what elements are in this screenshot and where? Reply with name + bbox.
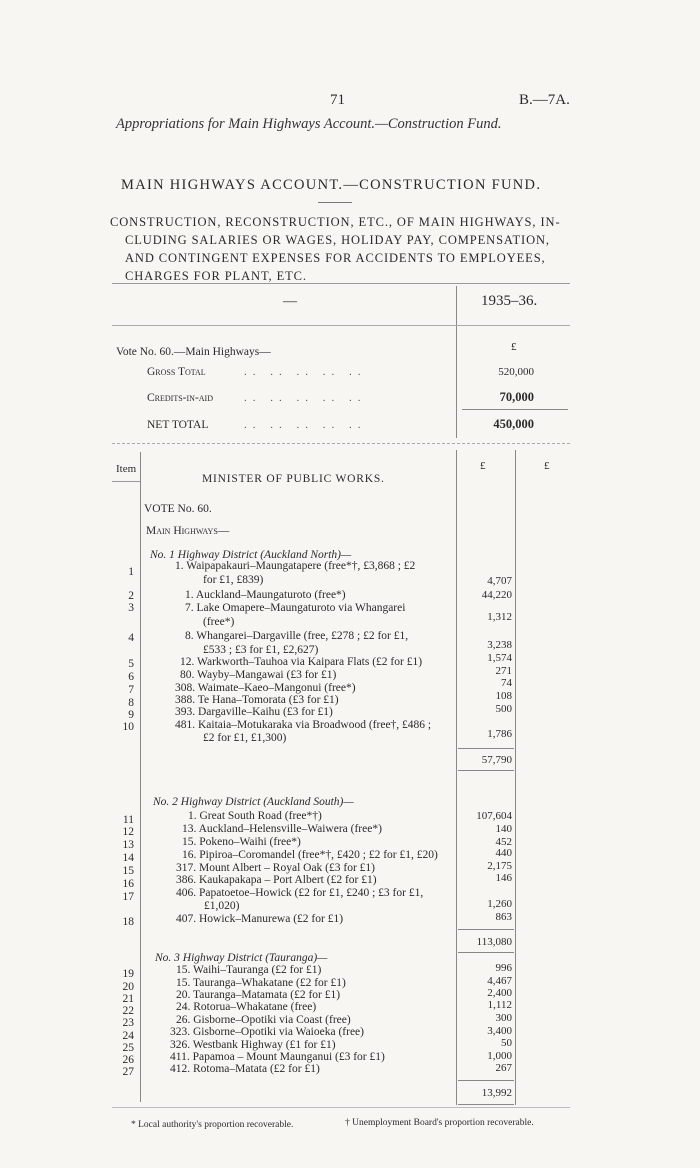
item-description: 26. Gisborne–Opotiki via Coast (free) [176,1014,351,1026]
summary-column-rule [456,286,457,438]
item-description-cont: £1,020) [204,900,240,912]
title-rule [318,202,352,203]
item-description: 8. Whangarei–Dargaville (free, £278 ; £2 for £1, [185,630,409,642]
item-amount: 271 [495,665,512,677]
item-amount: 300 [495,1012,512,1024]
amount-column-rule [456,450,457,1105]
district-total-rule [458,929,514,930]
item-number: 4 [128,632,134,644]
item-number: 20 [122,981,134,993]
item-description: 393. Dargaville–Kaihu (£3 for £1) [175,706,333,718]
item-number: 15 [122,865,134,877]
item-amount: 1,786 [487,728,512,740]
district-total-rule [458,770,514,771]
item-number: 16 [122,878,134,890]
leader-dots: .. .. .. .. .. [244,419,367,431]
summary-header-rule [112,325,570,326]
item-number: 19 [122,968,134,980]
item-number: 17 [122,891,134,903]
net-total-rule [462,409,568,410]
item-amount: 267 [495,1062,512,1074]
item-amount: 4,707 [487,575,512,587]
description-line-4: CHARGES FOR PLANT, ETC. [125,269,307,283]
item-number: 12 [122,826,134,838]
description-line-3: AND CONTINGENT EXPENSES FOR ACCIDENTS TO EMPLOYEES, [125,251,546,265]
item-description: 15. Waihi–Tauranga (£2 for £1) [176,964,322,976]
district-total: 13,992 [481,1087,512,1099]
item-number: 14 [122,852,134,864]
leader-dots: .. .. .. .. .. [244,392,367,404]
footnote-unemployment-board: † Unemployment Board's proportion recoverable. [345,1118,534,1128]
item-description: 407. Howick–Manurewa (£2 for £1) [176,913,344,925]
item-description-cont: for £1, £839) [203,574,264,586]
minister-heading: MINISTER OF PUBLIC WORKS. [202,473,385,485]
item-number: 1 [128,566,134,578]
page-title: MAIN HIGHWAYS ACCOUNT.—CONSTRUCTION FUND. [121,177,542,193]
item-description: 411. Papamoa – Mount Maunganui (£3 for £1) [170,1051,385,1063]
item-number: 25 [122,1042,134,1054]
running-subtitle: Appropriations for Main Highways Account.—Construction Fund. [116,116,502,132]
item-number: 6 [128,671,134,683]
item-amount: 44,220 [481,589,512,601]
item-number: 27 [122,1066,134,1078]
item-description: 1. Auckland–Maungaturoto (free*) [185,589,346,601]
item-amount: 50 [501,1037,512,1049]
main-highways-heading: Main Highways— [146,525,230,537]
item-number: 24 [122,1030,134,1042]
credits-in-aid-value: 70,000 [499,390,534,404]
summary-year: 1935–36. [481,293,538,309]
item-number: 8 [128,697,134,709]
item-description: 80. Wayby–Mangawai (£3 for £1) [180,669,337,681]
item-description: 326. Westbank Highway (£1 for £1) [170,1039,336,1051]
item-column-header: Item [116,463,137,475]
item-description: 388. Te Hana–Tomorata (£3 for £1) [175,694,339,706]
item-description: 16. Pipiroa–Coromandel (free*†, £420 ; £2 for £1, £20) [182,849,438,861]
page-number: 71 [330,92,345,108]
document-reference: B.—7A. [519,92,570,108]
item-number: 13 [122,839,134,851]
item-amount: 1,000 [487,1050,512,1062]
district-total: 57,790 [481,754,512,766]
item-amount: 3,238 [487,639,512,651]
district-total-rule [458,748,514,749]
item-amount: 1,312 [487,611,512,623]
district-total-rule [458,952,514,953]
item-description: 20. Tauranga–Matamata (£2 for £1) [176,989,341,1001]
item-description: 308. Waimate–Kaeo–Mangonui (free*) [175,682,356,694]
description-line-1: CONSTRUCTION, RECONSTRUCTION, ETC., OF MAIN HIGHWAYS, IN- [110,215,561,229]
item-description: 412. Rotoma–Matata (£2 for £1) [170,1063,320,1075]
item-description: 386. Kaukapakapa – Port Albert (£2 for £1) [176,874,377,886]
item-description: 317. Mount Albert – Royal Oak (£3 for £1) [176,862,375,874]
item-description: 1. Great South Road (free*†) [188,810,322,822]
amount-currency: £ [480,460,486,472]
leader-dots: .. .. .. .. .. [244,366,367,378]
summary-bottom-rule [112,443,570,444]
total-column-rule [515,450,516,1105]
district-heading: No. 1 Highway District (Auckland North)— [150,549,352,561]
item-amount: 140 [495,823,512,835]
item-amount: 2,400 [487,987,512,999]
item-description: 481. Kaitaia–Motukaraka via Broadwood (free†, £486 ; [175,719,432,731]
item-number: 2 [128,590,134,602]
item-amount: 452 [495,836,512,848]
item-number: 9 [128,709,134,721]
item-number: 22 [122,1005,134,1017]
item-description: 15. Tauranga–Whakatane (£2 for £1) [176,977,346,989]
total-currency: £ [544,460,550,472]
district-total-rule [458,1080,514,1081]
item-amount: 3,400 [487,1025,512,1037]
vote-heading: VOTE No. 60. [144,503,212,515]
description-line-2: CLUDING SALARIES OR WAGES, HOLIDAY PAY, COMPENSATION, [125,233,550,247]
district-heading: No. 2 Highway District (Auckland South)— [153,796,354,808]
credits-in-aid-label: Credits-in-aid [147,392,213,404]
item-amount: 500 [495,703,512,715]
item-amount: 107,604 [476,810,512,822]
item-amount: 1,112 [487,999,512,1011]
item-description: 323. Gisborne–Opotiki via Waioeka (free) [170,1026,364,1038]
net-total-label: NET TOTAL [147,419,209,431]
item-amount: 74 [501,677,512,689]
summary-top-rule [112,283,570,284]
item-description-cont: (free*) [203,616,235,628]
item-amount: 996 [495,962,512,974]
item-description: 24. Rotorua–Whakatane (free) [176,1001,317,1013]
item-amount: 1,260 [487,898,512,910]
summary-vote-label: Vote No. 60.—Main Highways— [116,346,271,358]
gross-total-label: Gross Total [147,366,206,378]
item-amount: 146 [495,872,512,884]
item-amount: 108 [495,690,512,702]
item-number: 11 [122,814,134,826]
item-description: 7. Lake Omapere–Maungaturoto via Whangarei [185,602,406,614]
item-description: 13. Auckland–Helensville–Waiwera (free*) [182,823,382,835]
item-description-cont: £2 for £1, £1,300) [203,732,287,744]
item-number: 26 [122,1054,134,1066]
item-amount: 2,175 [487,860,512,872]
item-number: 18 [122,916,134,928]
item-amount: 440 [495,847,512,859]
item-number: 10 [122,721,134,733]
footnote-rule [112,1107,570,1108]
item-number: 7 [128,684,134,696]
item-number: 23 [122,1017,134,1029]
item-description: 15. Pokeno–Waihi (free*) [182,836,301,848]
item-description: 1. Waipapakauri–Maungatapere (free*†, £3,868 ; £2 [175,560,416,572]
item-amount: 863 [495,911,512,923]
district-total-rule [458,1104,514,1105]
item-description: 406. Papatoetoe–Howick (£2 for £1, £240 ; £3 for £1, [176,887,424,899]
item-number: 3 [128,602,134,614]
district-heading: No. 3 Highway District (Tauranga)— [155,952,328,964]
district-total: 113,080 [476,936,512,948]
net-total-value: 450,000 [493,417,534,431]
item-amount: 4,467 [487,975,512,987]
item-number: 5 [128,658,134,670]
item-column-rule [140,452,141,1102]
summary-currency: £ [511,341,517,353]
item-amount: 1,574 [487,652,512,664]
item-number: 21 [122,993,134,1005]
gross-total-value: 520,000 [498,366,534,378]
footnote-local-authority: * Local authority's proportion recoverable. [131,1120,294,1130]
summary-dash: — [283,294,297,309]
item-description: 12. Warkworth–Tauhoa via Kaipara Flats (£2 for £1) [180,656,423,668]
item-description-cont: £533 ; £3 for £1, £2,627) [203,644,319,656]
item-header-rule [112,481,140,482]
